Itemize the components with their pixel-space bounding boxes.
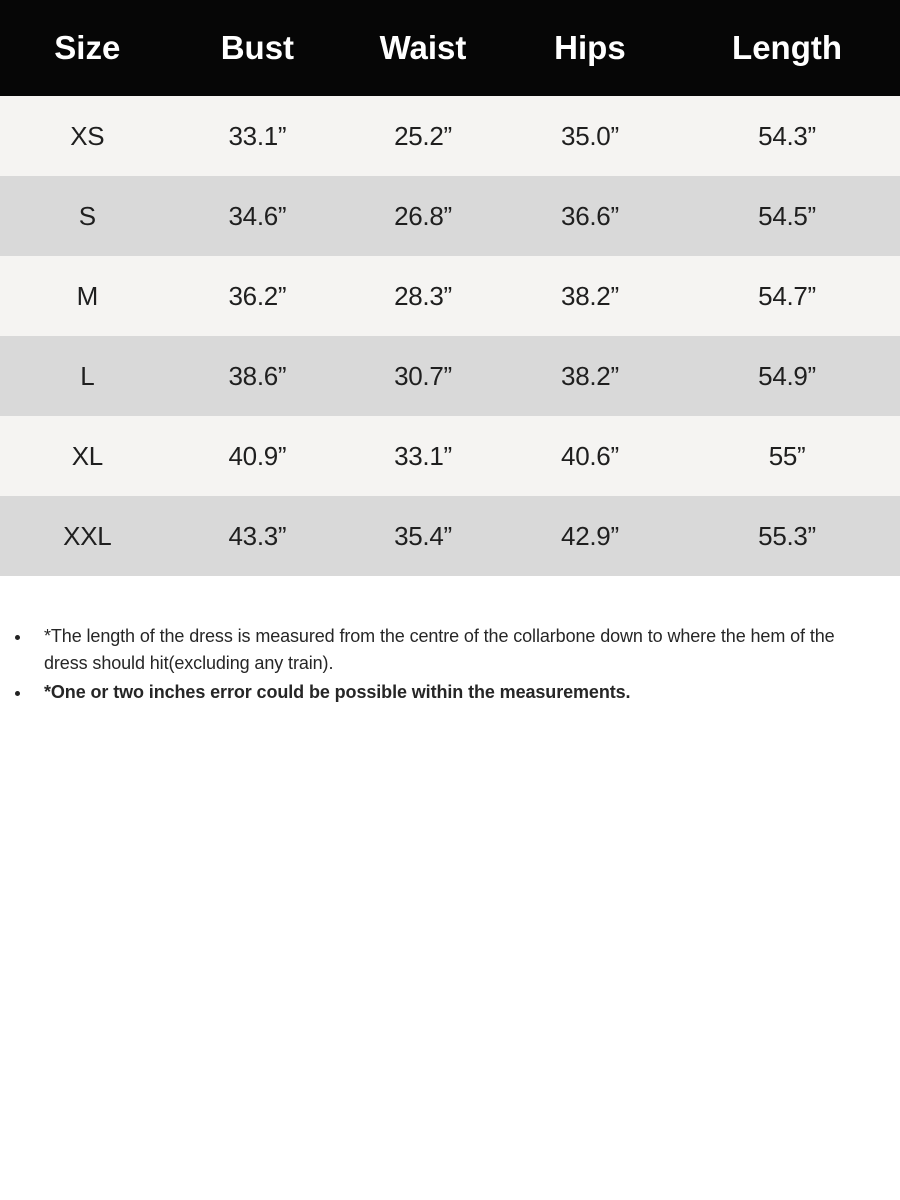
length-cell: 55.3” xyxy=(758,520,816,551)
size-cell: M xyxy=(76,280,98,311)
size-cell: XL xyxy=(71,440,103,471)
size-cell: L xyxy=(80,360,95,391)
waist-cell: 25.2” xyxy=(394,120,452,151)
measurement-notes xyxy=(0,623,900,706)
table-row-xs xyxy=(0,96,900,176)
size-cell: XXL xyxy=(63,520,112,551)
size-cell: XS xyxy=(70,120,105,151)
note-length-measurement xyxy=(15,623,880,677)
waist-cell: 28.3” xyxy=(394,280,452,311)
length-cell: 54.5” xyxy=(758,200,816,231)
bust-cell: 33.1” xyxy=(228,120,287,151)
table-row-m xyxy=(0,256,900,336)
header-cell-bust: Bust xyxy=(175,0,341,96)
hips-cell: 35.0” xyxy=(561,120,619,151)
hips-cell: 38.2” xyxy=(561,360,619,391)
bust-cell: 38.6” xyxy=(228,360,287,391)
header-row xyxy=(0,0,900,96)
waist-cell: 26.8” xyxy=(394,200,452,231)
length-cell: 54.9” xyxy=(758,360,816,391)
waist-cell: 35.4” xyxy=(394,520,452,551)
waist-cell: 33.1” xyxy=(394,440,452,471)
bust-cell: 43.3” xyxy=(228,520,287,551)
length-cell: 55” xyxy=(768,440,806,471)
table-row-l xyxy=(0,336,900,416)
hips-cell: 42.9” xyxy=(561,520,619,551)
bust-cell: 34.6” xyxy=(228,200,287,231)
bullet-icon xyxy=(15,635,20,640)
hips-cell: 38.2” xyxy=(561,280,619,311)
length-cell: 54.3” xyxy=(758,120,816,151)
header-cell-length: Length xyxy=(674,0,900,96)
header-cell-waist: Waist xyxy=(340,0,506,96)
length-cell: 54.7” xyxy=(758,280,816,311)
size-chart-table xyxy=(0,0,900,576)
note-text: *One or two inches error could be possible within the measurements. xyxy=(44,682,631,702)
waist-cell: 30.7” xyxy=(394,360,452,391)
bust-cell: 40.9” xyxy=(228,440,287,471)
size-chart-body xyxy=(0,96,900,576)
header-cell-size: Size xyxy=(0,0,175,96)
size-cell: S xyxy=(78,200,96,231)
table-row-xxl xyxy=(0,496,900,576)
table-row-s xyxy=(0,176,900,256)
table-row-xl xyxy=(0,416,900,496)
hips-cell: 40.6” xyxy=(561,440,619,471)
hips-cell: 36.6” xyxy=(561,200,619,231)
header-cell-hips: Hips xyxy=(506,0,674,96)
note-measurement-error xyxy=(15,679,880,706)
size-chart-header xyxy=(0,0,900,96)
bullet-icon xyxy=(15,691,20,696)
bust-cell: 36.2” xyxy=(228,280,287,311)
note-text: *The length of the dress is measured from the centre of the collarbone down to where the hem of the dress should hit(excluding any train). xyxy=(44,626,835,673)
